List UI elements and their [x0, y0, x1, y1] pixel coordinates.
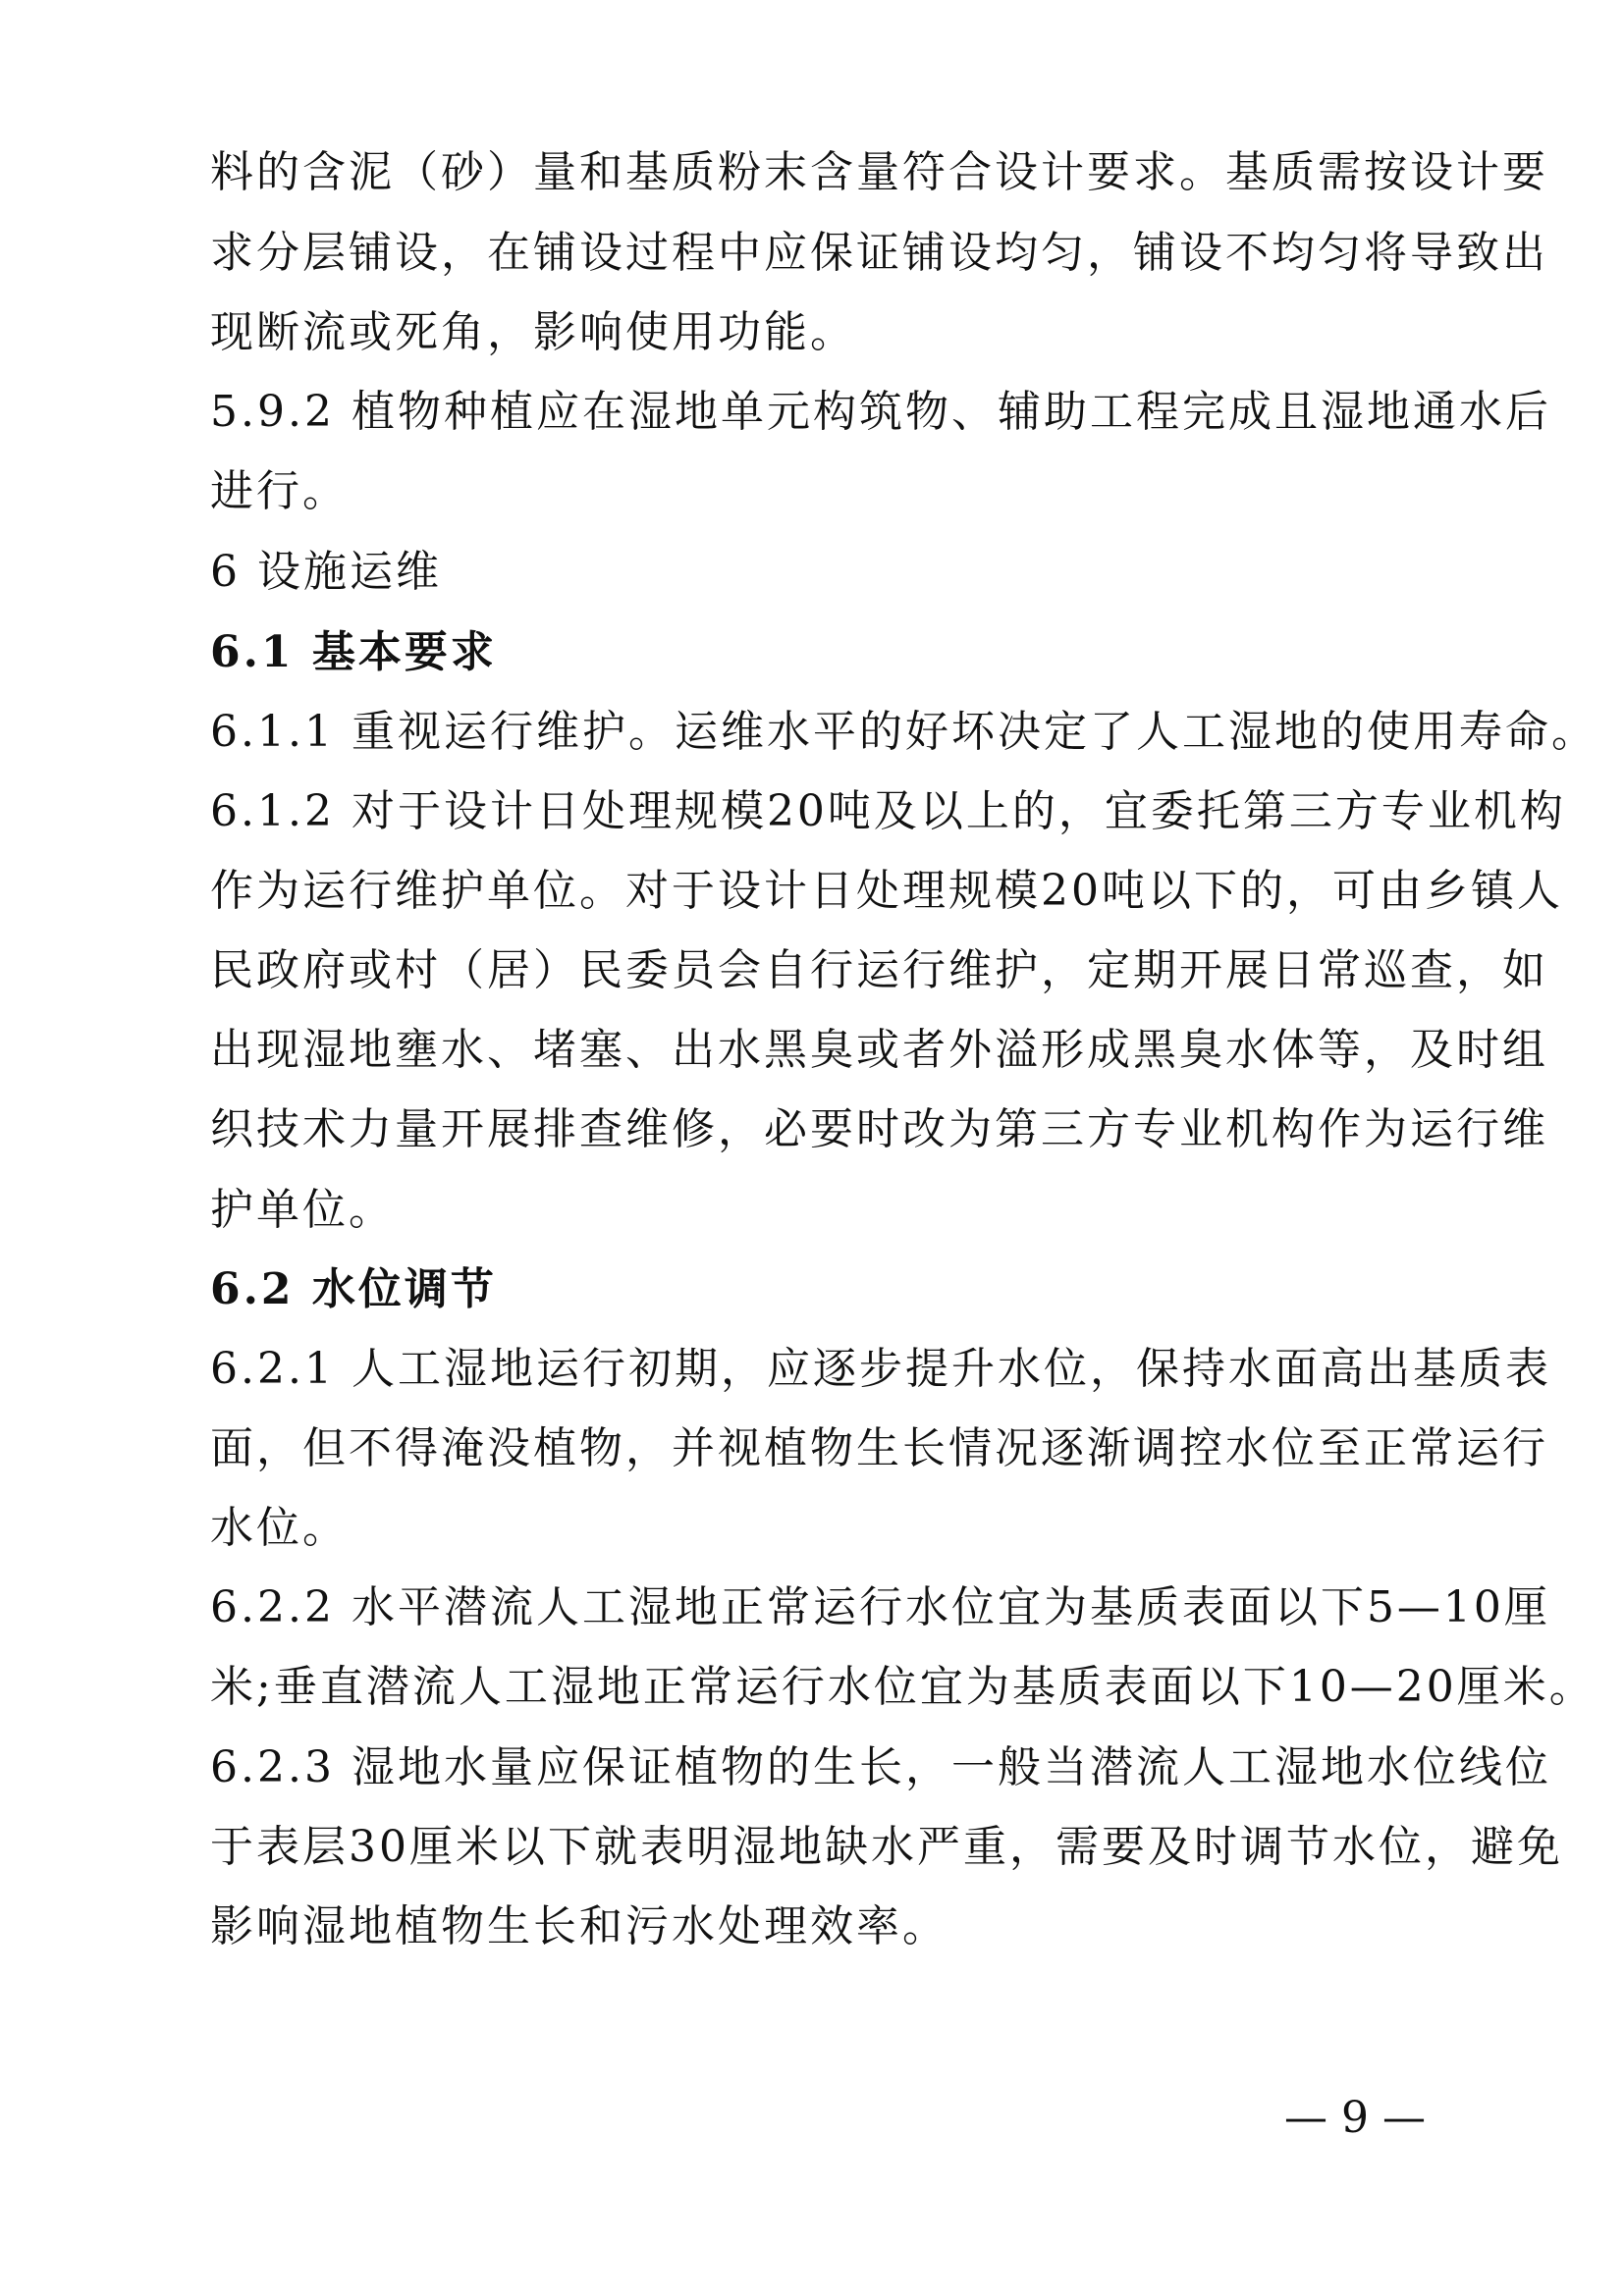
page-number: — 9 — — [1284, 2093, 1426, 2143]
paragraph-line: 米;垂直潜流人工湿地正常运行水位宜为基质表面以下10—20厘米。 — [210, 1662, 1596, 1712]
paragraph-line: 影响湿地植物生长和污水处理效率。 — [210, 1901, 948, 1951]
paragraph-line: 水位。 — [210, 1503, 349, 1553]
clause-5-9-2: 5.9.2 植物种植应在湿地单元构筑物、辅助工程完成且湿地通水后 — [210, 387, 1551, 437]
subsection-heading-6-1: 6.1 基本要求 — [210, 627, 497, 677]
section-heading-6: 6 设施运维 — [210, 547, 442, 597]
paragraph-line: 民政府或村（居）民委员会自行运行维护，定期开展日常巡查，如 — [210, 945, 1548, 995]
paragraph-line: 作为运行维护单位。对于设计日处理规模20吨以下的，可由乡镇人 — [210, 866, 1563, 916]
paragraph-line: 护单位。 — [210, 1185, 395, 1235]
paragraph-line: 于表层30厘米以下就表明湿地缺水严重，需要及时调节水位，避免 — [210, 1822, 1563, 1872]
paragraph-line: 织技术力量开展排查维修，必要时改为第三方专业机构作为运行维 — [210, 1104, 1548, 1154]
clause-6-2-2: 6.2.2 水平潜流人工湿地正常运行水位宜为基质表面以下5—10厘 — [210, 1582, 1550, 1632]
clause-6-2-3: 6.2.3 湿地水量应保证植物的生长，一般当潜流人工湿地水位线位 — [210, 1742, 1551, 1792]
clause-6-1-1: 6.1.1 重视运行维护。运维水平的好坏决定了人工湿地的使用寿命。 — [210, 707, 1597, 757]
paragraph-line: 现断流或死角，影响使用功能。 — [210, 307, 856, 357]
subsection-heading-6-2: 6.2 水位调节 — [210, 1264, 497, 1314]
paragraph-line: 面，但不得淹没植物，并视植物生长情况逐渐调控水位至正常运行 — [210, 1423, 1548, 1473]
clause-6-2-1: 6.2.1 人工湿地运行初期，应逐步提升水位，保持水面高出基质表 — [210, 1344, 1551, 1394]
paragraph-line: 出现湿地壅水、堵塞、出水黑臭或者外溢形成黑臭水体等，及时组 — [210, 1025, 1548, 1075]
clause-6-1-2: 6.1.2 对于设计日处理规模20吨及以上的，宜委托第三方专业机构 — [210, 786, 1566, 836]
paragraph-line: 进行。 — [210, 466, 349, 516]
paragraph-line: 料的含泥（砂）量和基质粉末含量符合设计要求。基质需按设计要 — [210, 147, 1548, 197]
paragraph-line: 求分层铺设，在铺设过程中应保证铺设均匀，铺设不均匀将导致出 — [210, 228, 1548, 278]
